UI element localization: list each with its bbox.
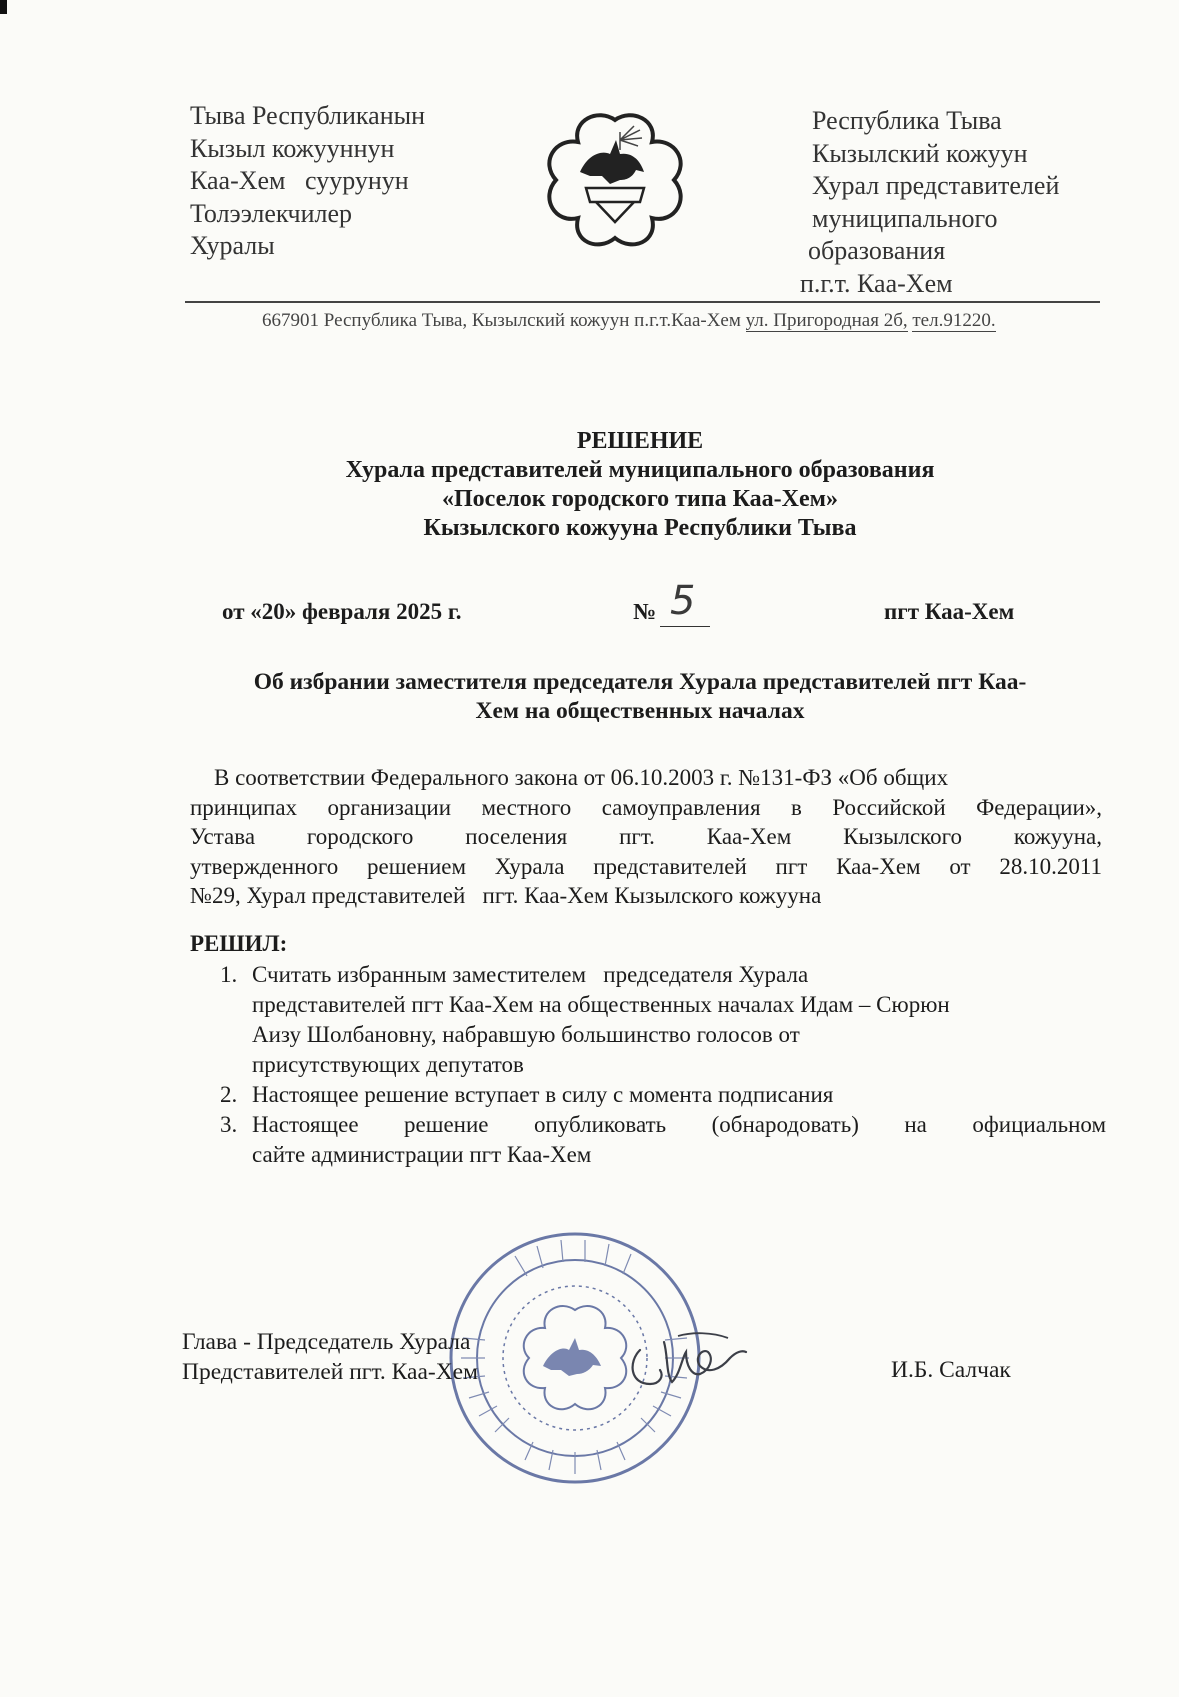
decision-item — [190, 1080, 1106, 1110]
document-number-label: № — [633, 599, 657, 624]
preamble-line: утвержденного решением Хурала представителей пгт Каа-Хем от 28.10.2011 — [190, 853, 1102, 879]
header-right-line: образования — [808, 236, 946, 265]
decision-item — [190, 1110, 1106, 1170]
address-phone: тел.91220. — [912, 310, 996, 331]
header-right-line: Хурал представителей — [812, 171, 1060, 200]
document-issuer-line: Кызылского кожууна Республики Тыва — [423, 515, 857, 541]
scan-edge-mark — [0, 0, 7, 14]
item-number: 1. — [220, 962, 238, 987]
header-left-line: Толээлекчилер — [190, 198, 353, 228]
header-right-line: Республика Тыва — [812, 106, 1002, 135]
preamble-line: принципах организации местного самоуправления в Российской Федерации», — [190, 794, 1102, 820]
item-line: Считать избранным заместителем председателя Хурала — [252, 962, 809, 987]
header-right-line: п.г.т. Каа-Хем — [800, 268, 953, 298]
signatory-title-line: Глава - Председатель Хурала — [182, 1329, 471, 1355]
header-right-line: Кызылский кожуун — [812, 138, 1028, 168]
item-line: Аизу Шолбановну, набравшую большинство голосов от — [252, 1022, 800, 1047]
document-issuer-line: «Поселок городского типа Каа-Хем» — [442, 486, 838, 512]
handwritten-signature — [620, 1322, 750, 1402]
preamble-line: В соответствии Федерального закона от 06.10.2003 г. №131-ФЗ «Об общих — [214, 765, 949, 790]
header-left-line: Каа-Хем суурунун — [190, 166, 409, 195]
signatory-name: И.Б. Салчак — [891, 1357, 1011, 1383]
header-left-tuvan — [190, 100, 425, 263]
signatory-title — [182, 1327, 478, 1387]
item-line: представителей пгт Каа-Хем на общественных началах Идам – Сюрюн — [252, 992, 950, 1017]
preamble-paragraph — [190, 763, 1102, 911]
item-line: присутствующих депутатов — [252, 1052, 524, 1077]
document-number-underline — [660, 626, 710, 627]
header-address — [262, 310, 996, 332]
item-number: 3. — [220, 1112, 238, 1137]
header-left-line: Тыва Республиканын — [190, 101, 425, 130]
subject-line: Об избрании заместителя председателя Хурала представителей пгт Каа- — [253, 669, 1027, 695]
document-title-block — [190, 427, 1090, 543]
document-subject — [190, 668, 1090, 726]
header-right-line: муниципального — [812, 203, 998, 233]
document-number-handwritten: 5 — [670, 578, 696, 624]
header-divider — [185, 301, 1100, 303]
subject-line: Хем на общественных началах — [475, 698, 805, 724]
header-left-line: Кызыл кожууннун — [190, 133, 395, 163]
header-right-russian — [800, 105, 1060, 300]
address-main: 667901 Республика Тыва, Кызылский кожуун п.г.т.Каа-Хем — [262, 310, 741, 331]
document-date: от «20» февраля 2025 г. — [222, 599, 462, 624]
item-line: Настоящее решение вступает в силу с момента подписания — [252, 1082, 834, 1107]
preamble-line: Устава городского поселения пгт. Каа-Хем Кызылского кожууна, — [190, 824, 1102, 849]
decision-items — [190, 960, 1106, 1170]
header-left-line: Хуралы — [190, 231, 275, 260]
decision-item — [190, 960, 1106, 1080]
item-line: сайте администрации пгт Каа-Хем — [252, 1142, 592, 1167]
preamble-line: №29, Хурал представителей пгт. Каа-Хем Кызылского кожууна — [190, 883, 822, 908]
document-place: пгт Каа-Хем — [884, 599, 1015, 624]
document-issuer-line: Хурала представителей муниципального образования — [345, 457, 935, 483]
document-type: РЕШЕНИЕ — [576, 428, 704, 454]
item-line: Настоящее решение опубликовать (обнародовать) на официальном — [252, 1112, 1106, 1137]
item-number: 2. — [220, 1082, 238, 1107]
signatory-title-line: Представителей пгт. Каа-Хем — [182, 1359, 478, 1385]
resolved-label: РЕШИЛ: — [190, 931, 288, 956]
address-street: ул. Пригородная 2б, — [745, 310, 908, 331]
tuva-emblem-icon — [540, 110, 690, 250]
